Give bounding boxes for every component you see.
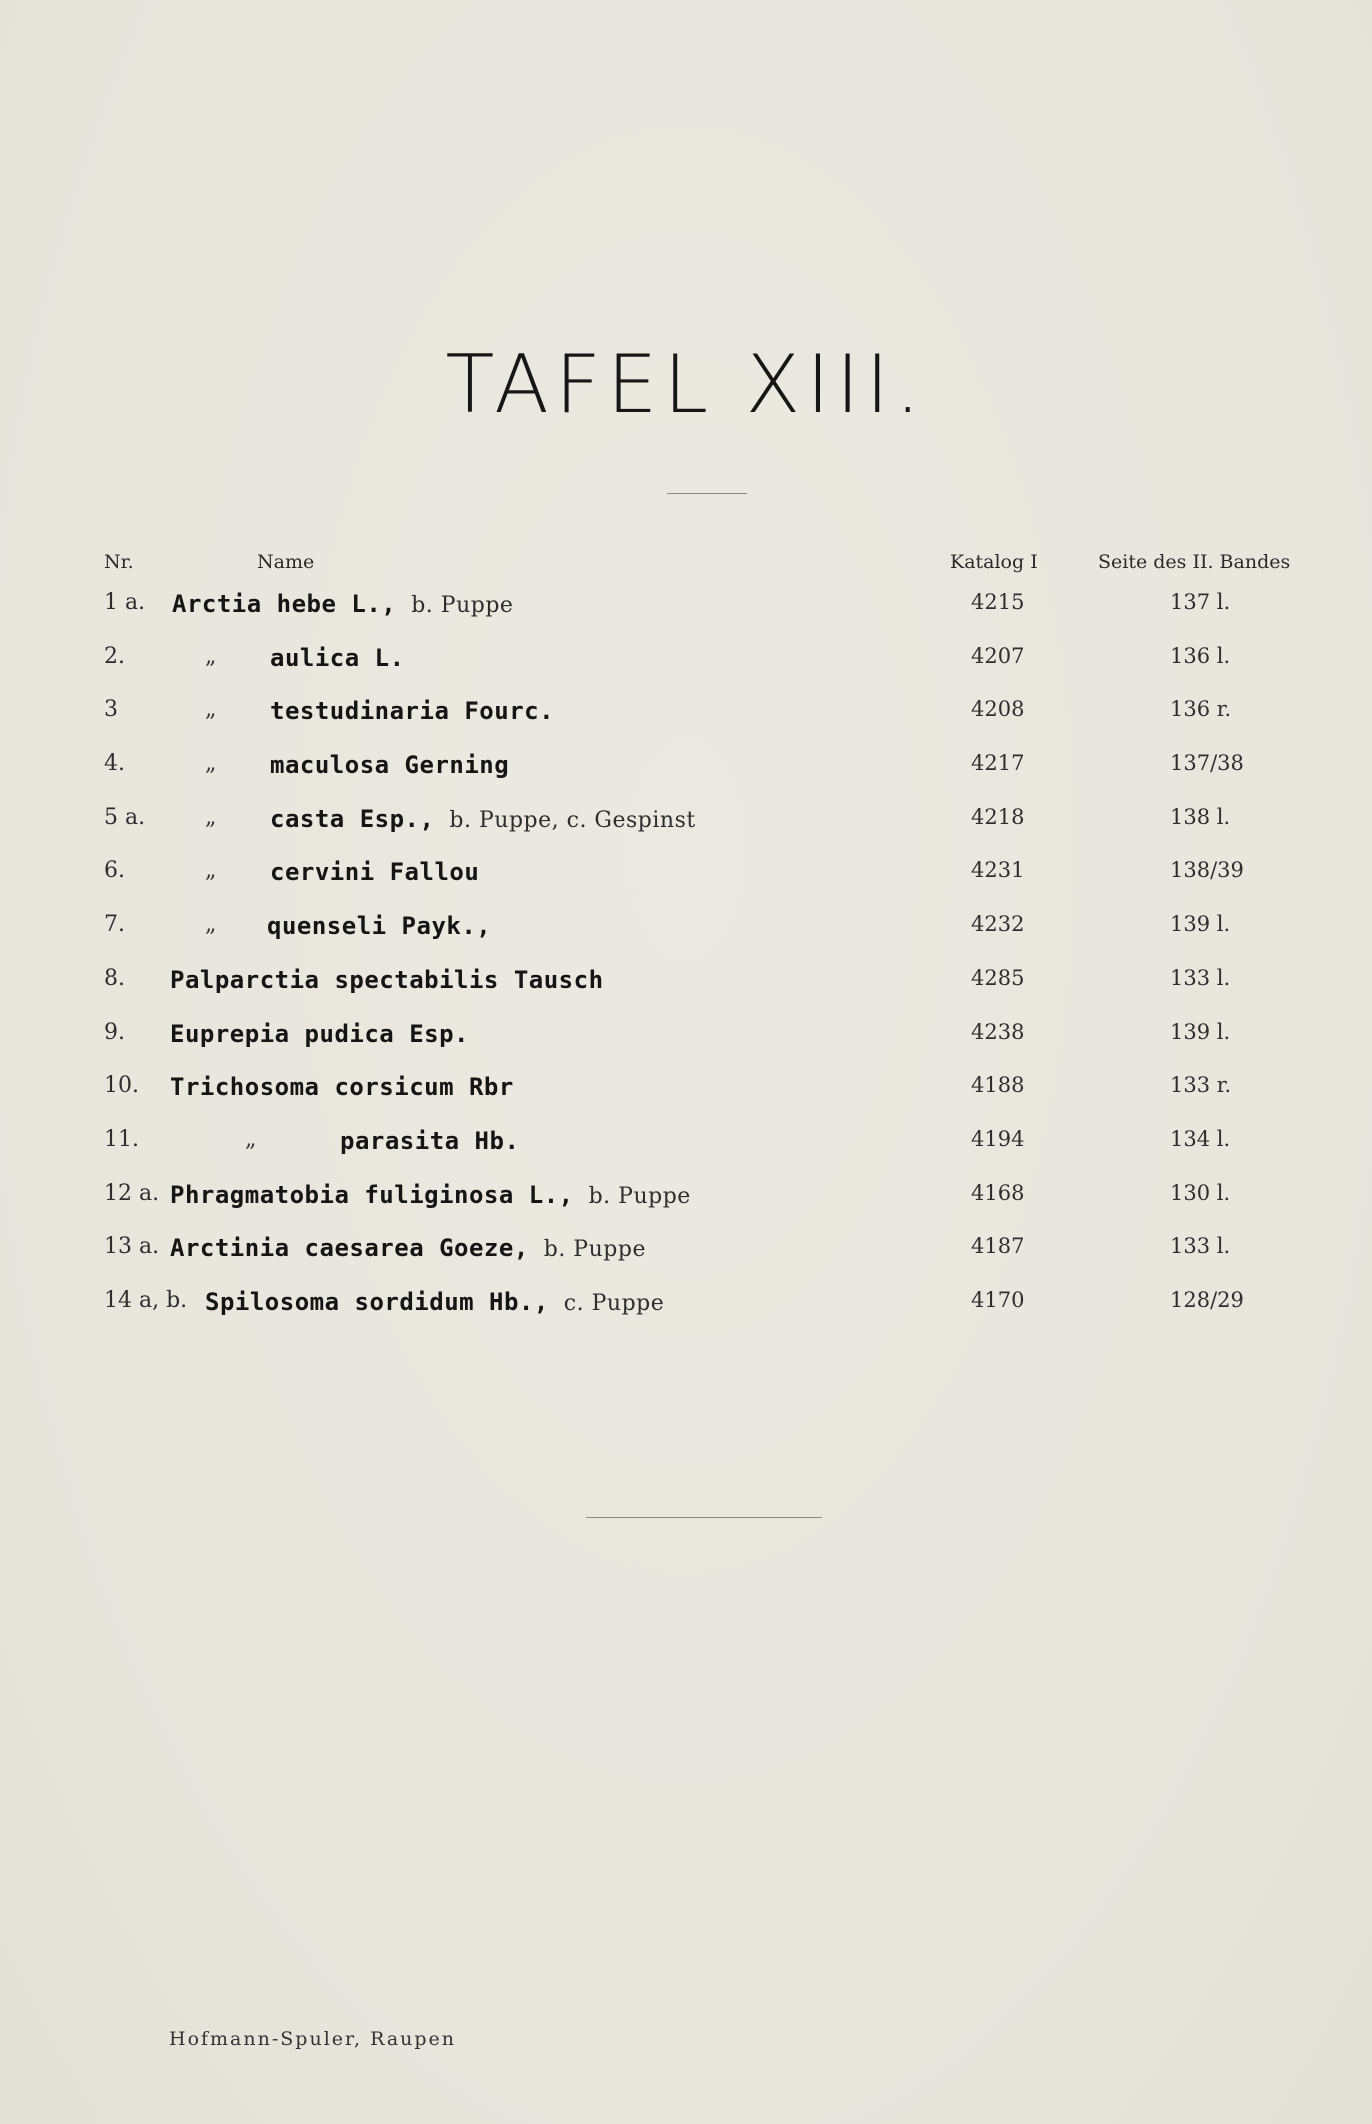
katalog-number: 4194 xyxy=(971,1126,1025,1151)
page-reference: 137/38 xyxy=(1170,751,1244,776)
katalog-number: 4187 xyxy=(971,1234,1025,1259)
row-number: 9. xyxy=(104,1019,125,1045)
header-seite: Seite des II. Bandes xyxy=(1098,551,1291,573)
row-extra: b. Puppe xyxy=(411,593,514,618)
table-row xyxy=(0,1121,1372,1175)
katalog-number: 4170 xyxy=(971,1287,1025,1312)
table-row xyxy=(0,799,1372,853)
row-number: 4. xyxy=(104,751,125,777)
top-divider xyxy=(667,493,747,494)
species-name: Trichosoma corsicum Rbr xyxy=(170,1073,514,1102)
table-row xyxy=(0,1228,1372,1282)
row-number: 11. xyxy=(104,1126,139,1152)
page-reference: 138 l. xyxy=(1170,804,1231,829)
header-name: Name xyxy=(257,551,315,573)
ditto-mark: „ xyxy=(245,1126,257,1152)
row-number: 12 a. xyxy=(104,1180,160,1206)
species-name: casta Esp., b. Puppe, c. Gespinst xyxy=(270,804,696,833)
page-reference: 133 l. xyxy=(1170,1234,1231,1259)
species-name: Phragmatobia fuliginosa L., b. Puppe xyxy=(170,1180,691,1209)
row-number: 2. xyxy=(104,643,125,669)
page-reference: 139 l. xyxy=(1170,912,1231,937)
page-reference: 136 r. xyxy=(1170,697,1232,722)
row-number: 6. xyxy=(104,858,125,884)
katalog-number: 4188 xyxy=(971,1073,1025,1098)
species-name: Arctia hebe L., b. Puppe xyxy=(172,590,514,618)
katalog-number: 4215 xyxy=(971,590,1025,614)
row-number: 14 a, b. xyxy=(104,1287,188,1313)
species-name: Arctinia caesarea Goeze, b. Puppe xyxy=(170,1234,646,1263)
row-number: 10. xyxy=(104,1073,139,1099)
species-name: Spilosoma sordidum Hb., c. Puppe xyxy=(205,1287,665,1316)
species-name: parasita Hb. xyxy=(340,1126,520,1155)
table-row xyxy=(0,1282,1372,1336)
table-row xyxy=(0,638,1372,692)
row-number: 3 xyxy=(104,697,118,723)
row-number: 1 a. xyxy=(104,590,146,615)
katalog-number: 4238 xyxy=(971,1019,1025,1044)
species-name: Euprepia pudica Esp. xyxy=(170,1019,469,1048)
ditto-mark: „ xyxy=(205,643,217,669)
species-name: maculosa Gerning xyxy=(270,751,510,780)
header-katalog: Katalog I xyxy=(950,551,1038,573)
ditto-mark: „ xyxy=(205,697,217,723)
table-row xyxy=(0,1067,1372,1121)
species-name: quenseli Payk., xyxy=(267,912,492,941)
species-name: aulica L. xyxy=(270,643,405,672)
row-number: 7. xyxy=(104,912,125,938)
katalog-number: 4218 xyxy=(971,804,1025,829)
page-reference: 128/29 xyxy=(1170,1287,1244,1312)
katalog-number: 4232 xyxy=(971,912,1025,937)
ditto-mark: „ xyxy=(205,804,217,830)
table-row xyxy=(0,1014,1372,1068)
species-name: Palparctia spectabilis Tausch xyxy=(170,965,604,994)
katalog-number: 4208 xyxy=(971,697,1025,722)
table-row xyxy=(0,852,1372,906)
species-list xyxy=(0,584,1372,1336)
page-reference: 130 l. xyxy=(1170,1180,1231,1205)
page-reference: 133 r. xyxy=(1170,1073,1232,1098)
row-number: 13 a. xyxy=(104,1234,160,1260)
row-extra: b. Puppe xyxy=(543,1237,646,1263)
page-title: TAFEL XIII. xyxy=(445,338,927,431)
table-row xyxy=(0,960,1372,1014)
table-row xyxy=(0,691,1372,745)
row-number: 5 a. xyxy=(104,804,146,830)
katalog-number: 4285 xyxy=(971,965,1025,990)
row-extra: b. Puppe, c. Gespinst xyxy=(449,807,696,833)
row-extra: c. Puppe xyxy=(563,1290,665,1316)
ditto-mark: „ xyxy=(205,912,217,938)
species-name: testudinaria Fourc. xyxy=(270,697,555,726)
katalog-number: 4217 xyxy=(971,751,1025,776)
footer-credit: Hofmann-Spuler, Raupen xyxy=(169,2028,457,2050)
table-row xyxy=(0,906,1372,960)
ditto-mark: „ xyxy=(205,751,217,777)
katalog-number: 4168 xyxy=(971,1180,1025,1205)
row-number: 8. xyxy=(104,965,125,991)
page-reference: 139 l. xyxy=(1170,1019,1231,1044)
page-reference: 138/39 xyxy=(1170,858,1244,883)
page-reference: 133 l. xyxy=(1170,965,1231,990)
table-row xyxy=(0,584,1372,638)
bottom-divider xyxy=(586,1517,822,1518)
ditto-mark: „ xyxy=(205,858,217,884)
page-reference: 136 l. xyxy=(1170,643,1231,668)
table-row xyxy=(0,1175,1372,1229)
page-reference: 134 l. xyxy=(1170,1126,1231,1151)
page-reference: 137 l. xyxy=(1170,590,1231,614)
header-nr: Nr. xyxy=(104,551,134,573)
row-extra: b. Puppe xyxy=(588,1183,691,1209)
katalog-number: 4231 xyxy=(971,858,1025,883)
table-row xyxy=(0,745,1372,799)
katalog-number: 4207 xyxy=(971,643,1025,668)
species-name: cervini Fallou xyxy=(270,858,480,887)
